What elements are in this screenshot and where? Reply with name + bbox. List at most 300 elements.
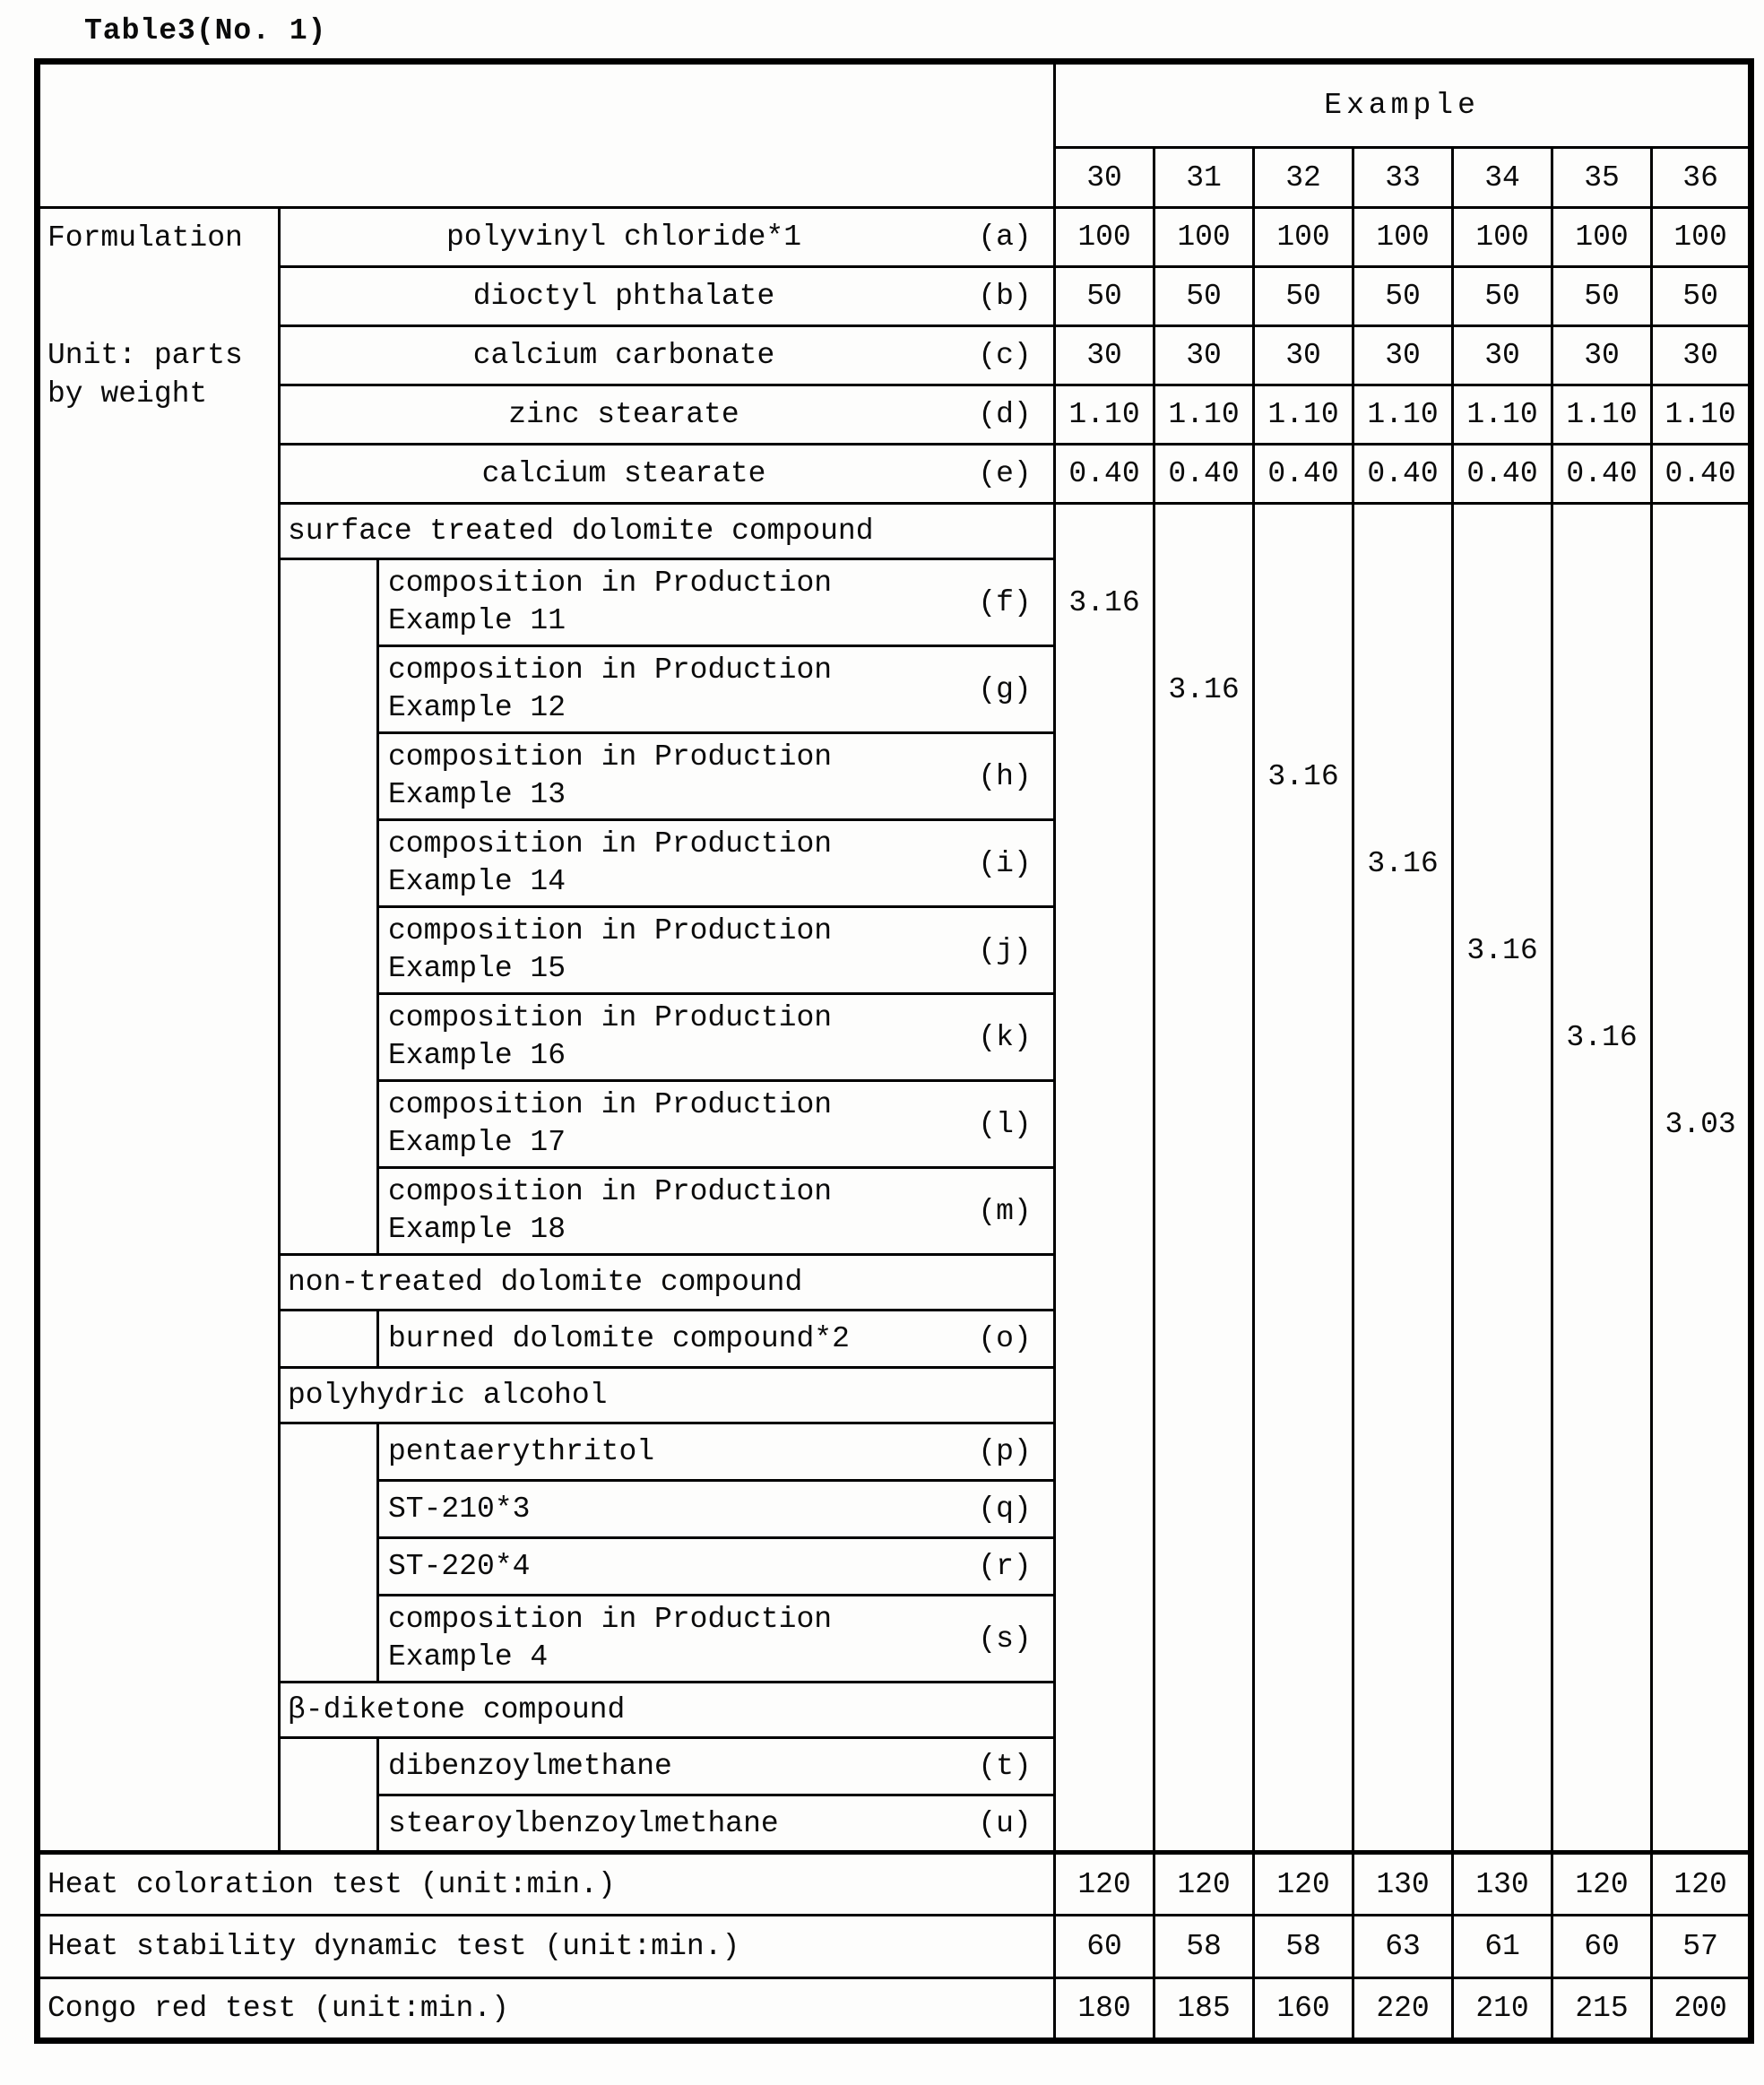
row-label: [280, 267, 1055, 326]
value-cell: [1552, 733, 1652, 820]
value-cell: 50: [1254, 267, 1353, 326]
example-number: 32: [1254, 148, 1353, 208]
value-cell: [1055, 504, 1154, 559]
group-row: [38, 1683, 1751, 1738]
value-cell: 185: [1154, 1978, 1254, 2041]
ingredient-name-line2: Example 18: [388, 1213, 566, 1246]
row-label: [378, 1168, 1055, 1255]
value-cell: [1254, 1596, 1353, 1683]
value-cell: [1254, 1311, 1353, 1368]
value-cell: 63: [1353, 1916, 1453, 1978]
value-cell: [1254, 1538, 1353, 1596]
value-cell: 3.16: [1254, 733, 1353, 820]
ingredient-code: (m): [978, 1194, 1032, 1228]
value-cell: 130: [1453, 1853, 1552, 1916]
ingredient-name-line2: Example 11: [388, 604, 566, 637]
result-row: [38, 1916, 1751, 1978]
value-cell: 3.03: [1652, 1081, 1751, 1168]
value-cell: [1055, 907, 1154, 994]
group-label: non-treated dolomite compound: [280, 1255, 1055, 1311]
ingredient-code: (c): [978, 339, 1032, 372]
ingredient-code: (b): [978, 280, 1032, 313]
value-cell: [1453, 1168, 1552, 1255]
value-cell: [1552, 1481, 1652, 1538]
value-cell: 3.16: [1055, 559, 1154, 646]
value-cell: [1552, 1168, 1652, 1255]
example-number: 30: [1055, 148, 1154, 208]
result-label: Heat stability dynamic test (unit:min.): [38, 1916, 1055, 1978]
value-cell: [1154, 1481, 1254, 1538]
example-number: 35: [1552, 148, 1652, 208]
value-cell: 210: [1453, 1978, 1552, 2041]
row-label: [280, 208, 1055, 267]
value-cell: [1353, 1596, 1453, 1683]
value-cell: [1154, 1596, 1254, 1683]
value-cell: [1055, 1168, 1154, 1255]
value-cell: [1254, 559, 1353, 646]
value-cell: 120: [1254, 1853, 1353, 1916]
ingredient-name: calcium carbonate: [472, 339, 775, 372]
value-cell: 100: [1154, 208, 1254, 267]
value-cell: 50: [1552, 267, 1652, 326]
value-cell: 180: [1055, 1978, 1154, 2041]
value-cell: 1.10: [1652, 385, 1751, 445]
value-cell: [1353, 1481, 1453, 1538]
value-cell: [1254, 1081, 1353, 1168]
left-header-unit-line2: by weight: [48, 376, 208, 411]
value-cell: [1353, 1311, 1453, 1368]
row-label: [378, 1596, 1055, 1683]
ingredient-name: composition in Production: [388, 653, 833, 687]
value-cell: [1552, 1311, 1652, 1368]
value-cell: 100: [1254, 208, 1353, 267]
value-cell: 50: [1055, 267, 1154, 326]
value-cell: [1154, 994, 1254, 1081]
ingredient-name-line2: Example 16: [388, 1039, 566, 1072]
value-cell: [1652, 1481, 1751, 1538]
ingredient-name: polyvinyl chloride*1: [445, 221, 802, 254]
example-number: 36: [1652, 148, 1751, 208]
value-cell: [1453, 1423, 1552, 1481]
ingredient-name-line2: Example 13: [388, 778, 566, 811]
value-cell: 160: [1254, 1978, 1353, 2041]
ingredient-name: stearoylbenzoylmethane: [388, 1806, 779, 1840]
value-cell: 100: [1055, 208, 1154, 267]
ingredient-name: composition in Production: [388, 1087, 833, 1121]
value-cell: [1552, 559, 1652, 646]
value-cell: [1254, 1683, 1353, 1738]
ingredient-name: ST-210*3: [388, 1492, 531, 1526]
table-row: [38, 326, 1751, 385]
ingredient-code: (s): [978, 1622, 1032, 1656]
value-cell: [1055, 1795, 1154, 1853]
value-cell: [1652, 1368, 1751, 1423]
value-cell: [1552, 1538, 1652, 1596]
row-label: [378, 907, 1055, 994]
row-label: [280, 385, 1055, 445]
value-cell: [1055, 1481, 1154, 1538]
value-cell: [1652, 820, 1751, 907]
ingredient-code: (f): [978, 585, 1032, 619]
value-cell: 0.40: [1552, 445, 1652, 504]
row-label: [378, 1081, 1055, 1168]
ingredient-code: (r): [978, 1550, 1032, 1583]
value-cell: 57: [1652, 1916, 1751, 1978]
value-cell: [1353, 733, 1453, 820]
value-cell: 0.40: [1154, 445, 1254, 504]
value-cell: 120: [1154, 1853, 1254, 1916]
value-cell: [1453, 1683, 1552, 1738]
table-row: [38, 267, 1751, 326]
value-cell: [1254, 504, 1353, 559]
value-cell: 50: [1154, 267, 1254, 326]
group-row: [38, 504, 1751, 559]
table-row: [38, 1423, 1751, 1481]
value-cell: [1154, 1683, 1254, 1738]
value-cell: [1552, 1795, 1652, 1853]
value-cell: [1353, 1538, 1453, 1596]
value-cell: 220: [1353, 1978, 1453, 2041]
value-cell: [1254, 907, 1353, 994]
result-row: [38, 1853, 1751, 1916]
result-label: Heat coloration test (unit:min.): [38, 1853, 1055, 1916]
value-cell: [1353, 1795, 1453, 1853]
row-label: [378, 1738, 1055, 1795]
ingredient-name: composition in Production: [388, 1602, 833, 1636]
value-cell: [1154, 733, 1254, 820]
value-cell: 60: [1552, 1916, 1652, 1978]
value-cell: [1453, 1311, 1552, 1368]
ingredient-name-line2: Example 17: [388, 1126, 566, 1159]
row-label: [378, 1423, 1055, 1481]
value-cell: [1055, 1538, 1154, 1596]
value-cell: [1353, 646, 1453, 733]
value-cell: [1055, 1596, 1154, 1683]
value-cell: [1154, 1423, 1254, 1481]
formulation-table: [34, 58, 1754, 2044]
ingredient-code: (h): [978, 759, 1032, 793]
value-cell: 100: [1552, 208, 1652, 267]
ingredient-code: (u): [978, 1806, 1032, 1840]
value-cell: [1055, 646, 1154, 733]
ingredient-code: (e): [978, 457, 1032, 490]
value-cell: [1652, 559, 1751, 646]
group-row: [38, 1368, 1751, 1423]
value-cell: 1.10: [1055, 385, 1154, 445]
table-row: [38, 1738, 1751, 1795]
value-cell: [1055, 1081, 1154, 1168]
value-cell: 1.10: [1254, 385, 1353, 445]
ingredient-name: dioctyl phthalate: [472, 280, 775, 313]
row-label: [378, 646, 1055, 733]
value-cell: [1453, 559, 1552, 646]
value-cell: [1154, 559, 1254, 646]
value-cell: [1652, 907, 1751, 994]
value-cell: [1552, 820, 1652, 907]
group-label: β-diketone compound: [280, 1683, 1055, 1738]
value-cell: [1652, 1168, 1751, 1255]
ingredient-name: composition in Production: [388, 1000, 833, 1034]
value-cell: [1353, 1368, 1453, 1423]
ingredient-code: (o): [978, 1322, 1032, 1355]
value-cell: [1154, 1795, 1254, 1853]
value-cell: 30: [1453, 326, 1552, 385]
row-label: [378, 1311, 1055, 1368]
value-cell: 30: [1154, 326, 1254, 385]
ingredient-code: (a): [978, 221, 1032, 254]
ingredient-code: (i): [978, 846, 1032, 880]
row-label: [378, 1481, 1055, 1538]
value-cell: [1254, 820, 1353, 907]
header-row: [38, 62, 1751, 148]
value-cell: [1652, 1738, 1751, 1795]
value-cell: 30: [1552, 326, 1652, 385]
value-cell: [1055, 820, 1154, 907]
value-cell: [1652, 1683, 1751, 1738]
table-row: [38, 445, 1751, 504]
row-label: [280, 326, 1055, 385]
value-cell: [1652, 504, 1751, 559]
value-cell: 200: [1652, 1978, 1751, 2041]
value-cell: [1055, 1738, 1154, 1795]
example-header: Example: [1055, 62, 1751, 148]
value-cell: 130: [1353, 1853, 1453, 1916]
value-cell: 30: [1652, 326, 1751, 385]
value-cell: [1353, 559, 1453, 646]
value-cell: 58: [1154, 1916, 1254, 1978]
group-row: [38, 1255, 1751, 1311]
value-cell: [1652, 733, 1751, 820]
value-cell: [1552, 907, 1652, 994]
value-cell: [1453, 994, 1552, 1081]
value-cell: [1154, 1538, 1254, 1596]
row-label: [378, 994, 1055, 1081]
value-cell: [1254, 1481, 1353, 1538]
value-cell: [1652, 1311, 1751, 1368]
value-cell: [1453, 504, 1552, 559]
table-row: [38, 1311, 1751, 1368]
value-cell: 0.40: [1353, 445, 1453, 504]
value-cell: [1254, 1795, 1353, 1853]
value-cell: 1.10: [1552, 385, 1652, 445]
value-cell: 3.16: [1453, 907, 1552, 994]
value-cell: [1453, 1368, 1552, 1423]
value-cell: [1055, 733, 1154, 820]
value-cell: [1552, 1423, 1652, 1481]
value-cell: [1353, 1255, 1453, 1311]
indent-cell: [280, 1423, 378, 1683]
ingredient-name-line2: Example 14: [388, 865, 566, 898]
value-cell: [1154, 907, 1254, 994]
value-cell: 120: [1552, 1853, 1652, 1916]
value-cell: [1453, 1081, 1552, 1168]
left-header-unit-line1: Unit: parts: [48, 338, 243, 372]
value-cell: [1254, 1368, 1353, 1423]
value-cell: [1254, 1738, 1353, 1795]
value-cell: [1154, 820, 1254, 907]
ingredient-name-line2: Example 4: [388, 1640, 549, 1674]
value-cell: [1453, 646, 1552, 733]
value-cell: [1055, 1423, 1154, 1481]
value-cell: [1055, 1368, 1154, 1423]
indent-cell: [280, 559, 378, 1255]
ingredient-name: composition in Production: [388, 826, 833, 861]
ingredient-code: (g): [978, 672, 1032, 706]
group-label: polyhydric alcohol: [280, 1368, 1055, 1423]
value-cell: 0.40: [1055, 445, 1154, 504]
group-label: surface treated dolomite compound: [280, 504, 1055, 559]
ingredient-code: (p): [978, 1435, 1032, 1468]
result-row: [38, 1978, 1751, 2041]
value-cell: [1552, 1368, 1652, 1423]
value-cell: [1453, 1596, 1552, 1683]
value-cell: [1652, 1423, 1751, 1481]
ingredient-name: ST-220*4: [388, 1550, 531, 1583]
table-row: [38, 559, 1751, 646]
value-cell: 1.10: [1154, 385, 1254, 445]
indent-cell: [280, 1311, 378, 1368]
example-number: 31: [1154, 148, 1254, 208]
corner-cell: [38, 62, 1055, 208]
value-cell: [1353, 1738, 1453, 1795]
value-cell: 58: [1254, 1916, 1353, 1978]
example-number: 33: [1353, 148, 1453, 208]
ingredient-name: composition in Production: [388, 566, 833, 600]
value-cell: [1055, 1311, 1154, 1368]
ingredient-code: (t): [978, 1750, 1032, 1783]
value-cell: [1254, 646, 1353, 733]
page-title: Table3(No. 1): [84, 14, 327, 48]
value-cell: [1254, 1168, 1353, 1255]
ingredient-name: composition in Production: [388, 913, 833, 947]
ingredient-name: dibenzoylmethane: [388, 1750, 672, 1783]
value-cell: [1453, 820, 1552, 907]
value-cell: [1652, 1538, 1751, 1596]
value-cell: [1254, 994, 1353, 1081]
value-cell: [1652, 1795, 1751, 1853]
ingredient-name-line2: Example 15: [388, 952, 566, 985]
value-cell: [1552, 1081, 1652, 1168]
value-cell: [1552, 1683, 1652, 1738]
ingredient-name: zinc stearate: [508, 398, 739, 431]
value-cell: 215: [1552, 1978, 1652, 2041]
table-row: [38, 208, 1751, 267]
row-label: [378, 820, 1055, 907]
value-cell: [1154, 1081, 1254, 1168]
value-cell: 30: [1254, 326, 1353, 385]
value-cell: 60: [1055, 1916, 1154, 1978]
row-label: [378, 1538, 1055, 1596]
ingredient-name: calcium stearate: [481, 457, 766, 490]
value-cell: [1353, 1423, 1453, 1481]
ingredient-name: composition in Production: [388, 740, 833, 774]
value-cell: [1353, 907, 1453, 994]
value-cell: 120: [1055, 1853, 1154, 1916]
value-cell: 0.40: [1453, 445, 1552, 504]
value-cell: 50: [1453, 267, 1552, 326]
value-cell: [1254, 1255, 1353, 1311]
value-cell: [1453, 1255, 1552, 1311]
value-cell: [1453, 1738, 1552, 1795]
value-cell: [1652, 1596, 1751, 1683]
value-cell: 1.10: [1453, 385, 1552, 445]
ingredient-code: (l): [978, 1107, 1032, 1141]
value-cell: 50: [1652, 267, 1751, 326]
ingredient-name: burned dolomite compound*2: [388, 1322, 850, 1355]
value-cell: 30: [1055, 326, 1154, 385]
value-cell: [1254, 1423, 1353, 1481]
ingredient-name: composition in Production: [388, 1174, 833, 1208]
value-cell: [1154, 504, 1254, 559]
ingredient-name-line2: Example 12: [388, 691, 566, 724]
value-cell: 30: [1353, 326, 1453, 385]
value-cell: 100: [1453, 208, 1552, 267]
ingredient-code: (j): [978, 933, 1032, 967]
row-label: [378, 733, 1055, 820]
value-cell: [1552, 1255, 1652, 1311]
value-cell: 1.10: [1353, 385, 1453, 445]
value-cell: [1353, 1081, 1453, 1168]
value-cell: [1453, 1795, 1552, 1853]
value-cell: [1552, 504, 1652, 559]
row-label: [378, 1795, 1055, 1853]
value-cell: [1353, 1168, 1453, 1255]
value-cell: 120: [1652, 1853, 1751, 1916]
example-number: 34: [1453, 148, 1552, 208]
value-cell: 0.40: [1652, 445, 1751, 504]
value-cell: 100: [1353, 208, 1453, 267]
ingredient-code: (k): [978, 1020, 1032, 1054]
value-cell: [1453, 1481, 1552, 1538]
result-label: Congo red test (unit:min.): [38, 1978, 1055, 2041]
value-cell: [1055, 1255, 1154, 1311]
left-header-title: Formulation: [48, 221, 243, 255]
value-cell: [1055, 994, 1154, 1081]
value-cell: [1453, 1538, 1552, 1596]
indent-cell: [280, 1738, 378, 1853]
value-cell: [1552, 1596, 1652, 1683]
value-cell: [1652, 1255, 1751, 1311]
value-cell: 0.40: [1254, 445, 1353, 504]
value-cell: [1154, 1168, 1254, 1255]
row-label: [280, 445, 1055, 504]
row-label: [378, 559, 1055, 646]
value-cell: [1552, 646, 1652, 733]
value-cell: 3.16: [1154, 646, 1254, 733]
value-cell: [1353, 1683, 1453, 1738]
value-cell: [1154, 1368, 1254, 1423]
value-cell: [1055, 1683, 1154, 1738]
value-cell: [1652, 646, 1751, 733]
value-cell: 3.16: [1552, 994, 1652, 1081]
ingredient-code: (d): [978, 398, 1032, 431]
value-cell: [1154, 1738, 1254, 1795]
value-cell: 100: [1652, 208, 1751, 267]
value-cell: [1154, 1255, 1254, 1311]
left-header: [38, 208, 280, 1853]
value-cell: [1453, 733, 1552, 820]
value-cell: [1353, 994, 1453, 1081]
table-row: [38, 385, 1751, 445]
value-cell: 3.16: [1353, 820, 1453, 907]
ingredient-name: pentaerythritol: [388, 1435, 655, 1468]
value-cell: [1552, 1738, 1652, 1795]
value-cell: [1353, 504, 1453, 559]
value-cell: 50: [1353, 267, 1453, 326]
ingredient-code: (q): [978, 1492, 1032, 1526]
value-cell: 61: [1453, 1916, 1552, 1978]
value-cell: [1652, 994, 1751, 1081]
